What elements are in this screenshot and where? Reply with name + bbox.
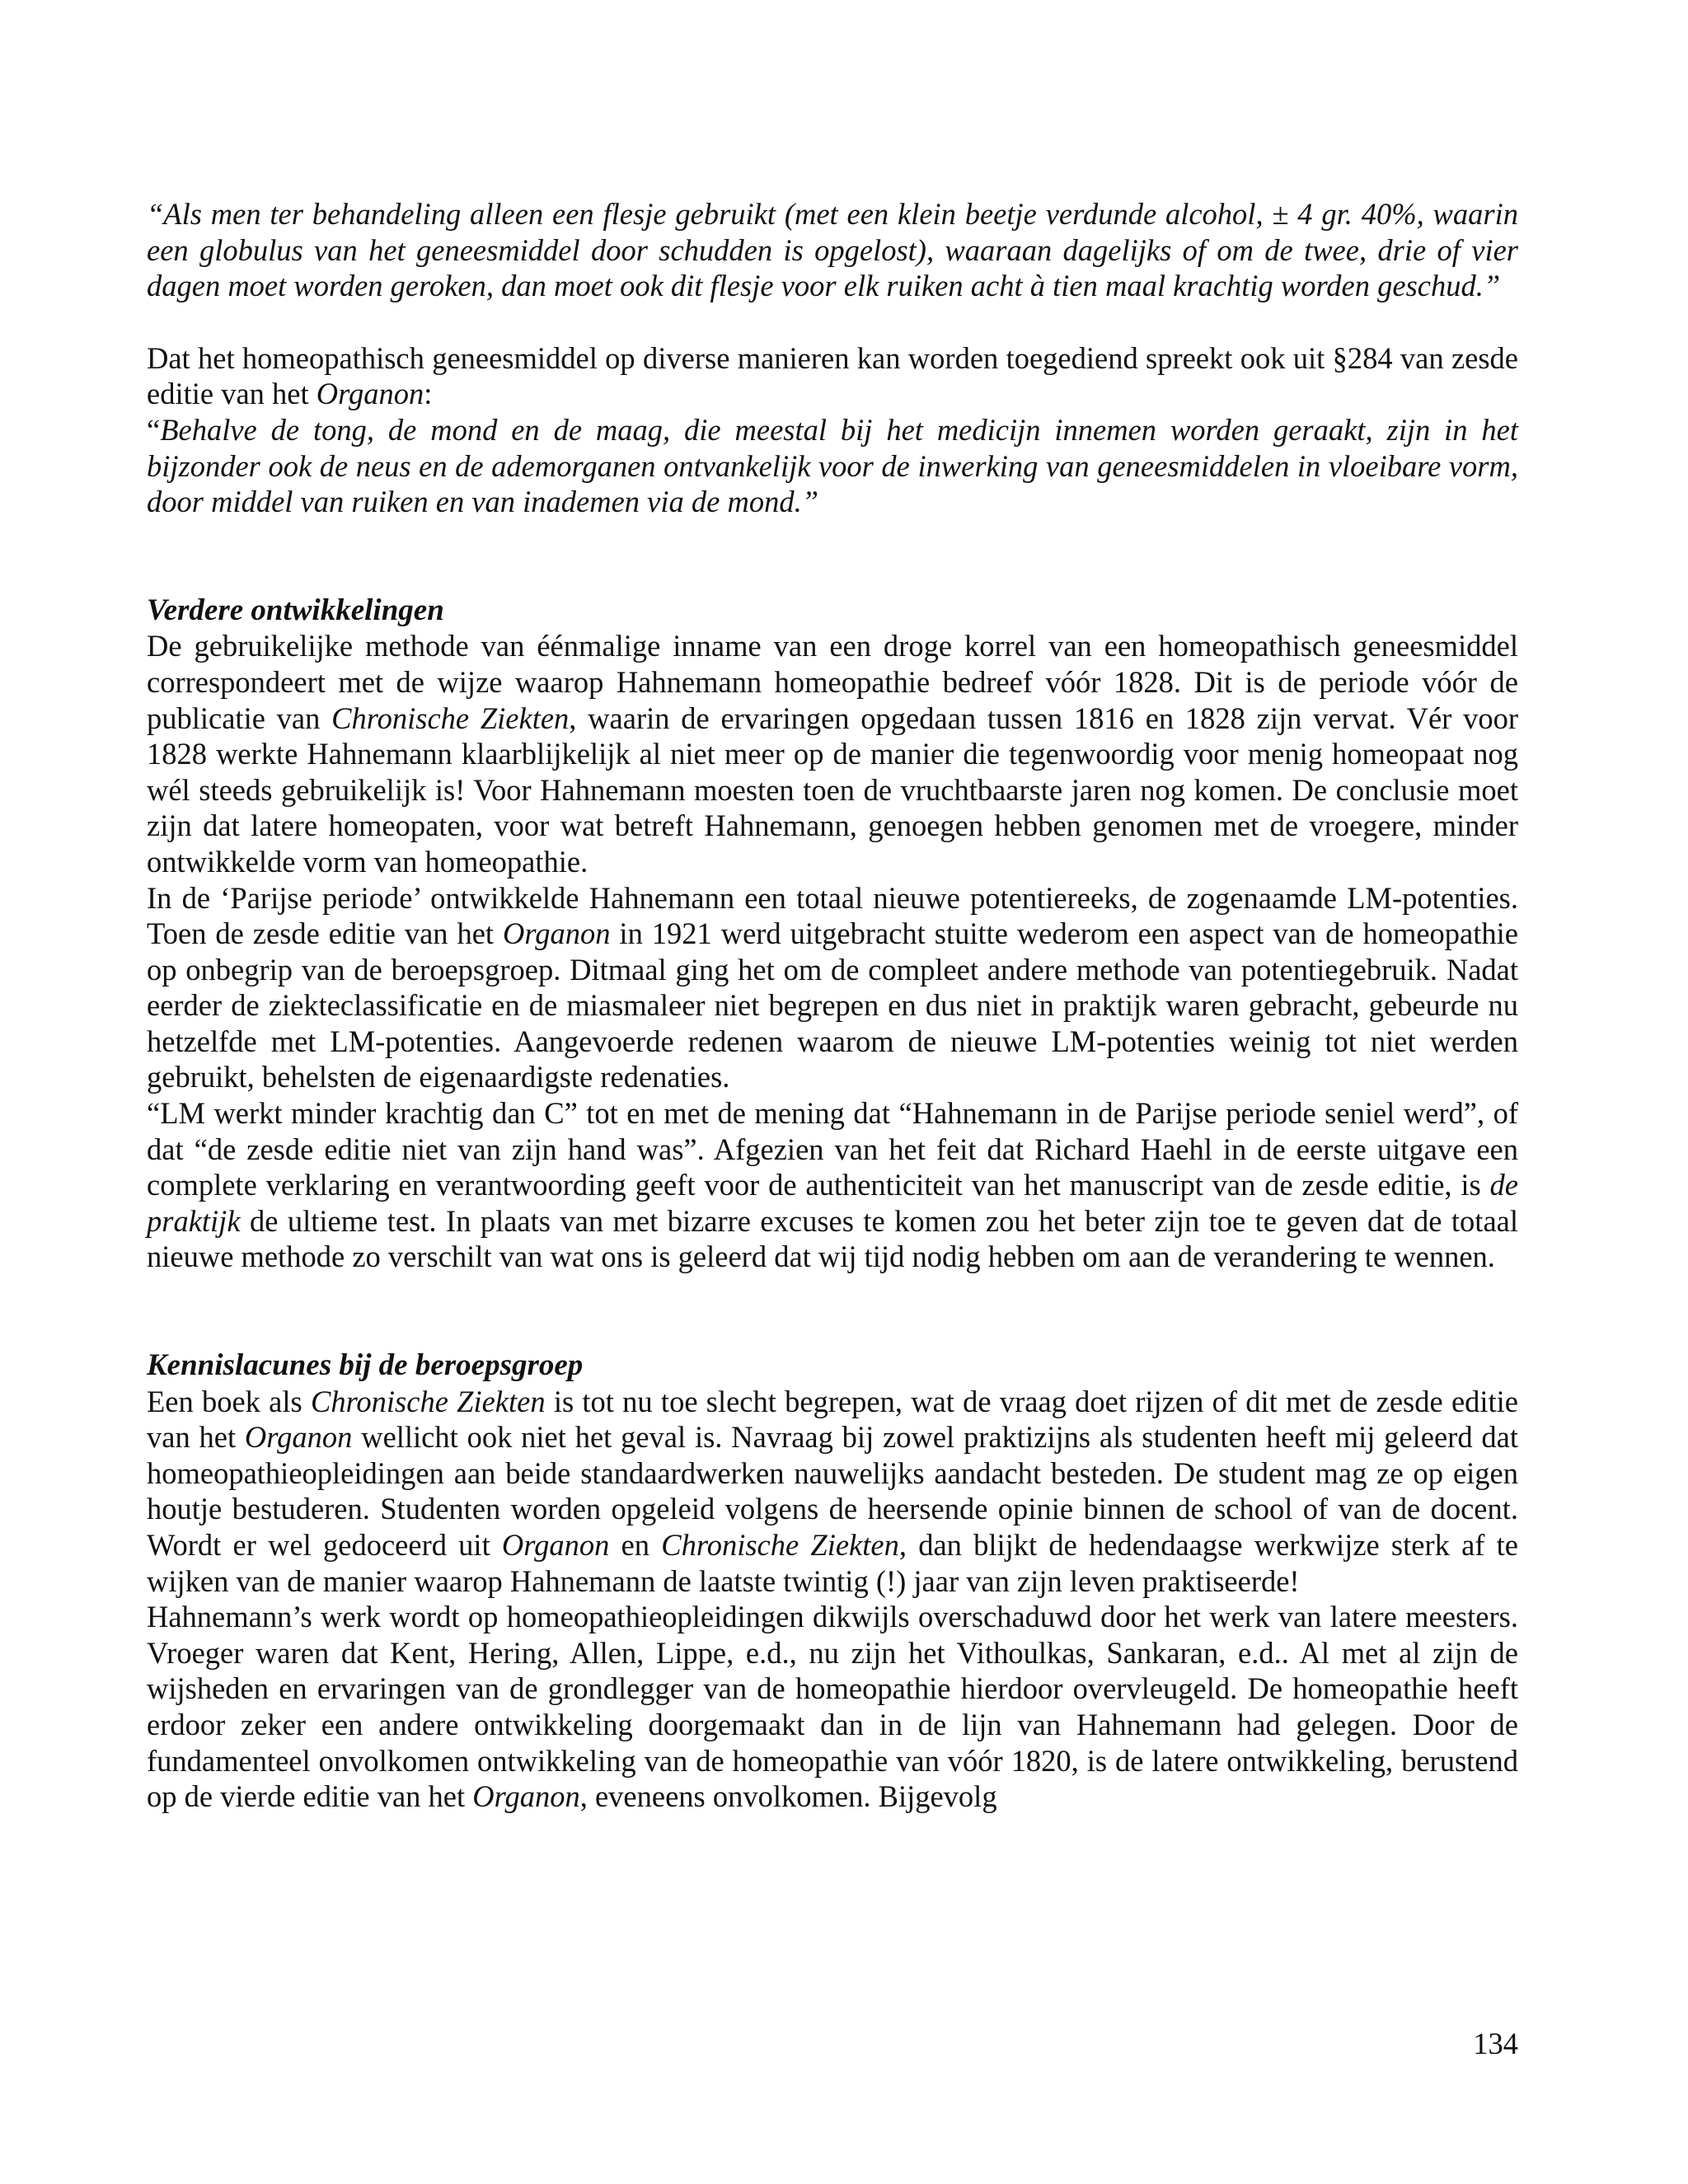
paragraph-text: en [609,1528,662,1562]
italic-title: Organon [472,1779,580,1814]
paragraph-text: Een boek als [147,1384,311,1418]
section2-paragraph-1 [147,1384,1518,1600]
quote-paragraph-1: “Als men ter behandeling alleen een flesje gebruikt (met een klein beetje verdunde alcohol, ± 4 gr. 40%, waarin een globulus van het geneesmiddel door schudden is opgelost), waaraan dagelijks of om de twee, drie of vier dagen moet worden geroken, dan moet ook dit flesje voor elk ruiken acht à tien maal krachtig worden geschud.” [147,197,1518,303]
paragraph-text: de ultieme test. In plaats van met bizarre excuses te komen zou het beter zijn toe te geven dat de totaal nieuwe methode zo verschilt van wat ons is geleerd dat wij tijd nodig hebben om aan de verandering te wennen. [147,1203,1518,1274]
italic-title: Organon [501,1528,610,1562]
paragraph-text: , dan blijkt de hedendaagse werkwijze sterk af te wijken van de manier waarop Hahnemann de laatste twintig (!) jaar van zijn leven praktiseerde! [147,1528,1518,1598]
paragraph-text: : [424,377,433,411]
italic-phrase: de praktijk [147,1168,1518,1238]
italic-title: Organon [503,916,611,951]
paragraph-text: Dat het homeopathisch geneesmiddel op diverse manieren kan worden toegediend spreekt ook uit §284 van zesde editie van het [147,340,1518,411]
quote-paragraph-2 [147,412,1518,520]
paragraph-organon-284 [147,340,1518,412]
paragraph-text: is tot nu toe slecht begrepen, wat de vraag doet rijzen of dit met de zesde editie van het [147,1384,1519,1455]
paragraph-text: , eveneens onvolkomen. Bijgevolg [579,1779,997,1814]
paragraph-text: De gebruikelijke methode van éénmalige inname van een droge korrel van een homeopathisch geneesmiddel correspondeert met de wijze waarop Hahnemann homeopathie bedreef vóór 1828. Dit is de periode vóór de publicatie van [147,629,1518,735]
section-heading-verdere-ontwikkelingen: Verdere ontwikkelingen [147,593,444,627]
italic-title: Chronische Ziekten [310,1384,546,1418]
section-heading-kennislacunes: Kennislacunes bij de beroepsgroep [147,1348,584,1383]
section1-paragraph-1 [147,628,1518,879]
section1-paragraph-2 [147,880,1518,1096]
page-number: 134 [1473,2027,1518,2060]
paragraph-text: In de ‘Parijse periode’ ontwikkelde Hahnemann een totaal nieuwe potentiereeks, de zogenaamde LM-potenties. Toen de zesde editie van het [147,880,1518,951]
page-body [147,196,1518,1815]
quote-text: Behalve de tong, de mond en de maag, die meestal bij het medicijn innemen worden geraakt, zijn in het bijzonder ook de neus en de ademorganen ontvankelijk voor de inwerking van geneesmiddelen in vloeibare vorm, door middel van ruiken en van inademen via de mond.” [147,412,1518,519]
paragraph-text: “LM werkt minder krachtig dan C” tot en met de mening dat “Hahnemann in de Parijse periode seniel werd”, of dat “de zesde editie niet van zijn hand was”. Afgezien van het feit dat Richard Haehl in de eerste uitgave een complete verklaring en verantwoording geeft voor de authenticiteit van het manuscript van de zesde editie, is [147,1096,1518,1202]
quote-open-mark: “ [147,412,161,447]
italic-title: Organon [316,377,424,411]
paragraph-text: , waarin de ervaringen opgedaan tussen 1816 en 1828 zijn vervat. Vér voor 1828 werkte Hahnemann klaarblijkelijk al niet meer op de manier die tegenwoordig voor menig homeopaat nog wél steeds gebruikelijk is! Voor Hahnemann moesten toen de vruchtbaarste jaren nog komen. De conclusie moet zijn dat latere homeopaten, voor wat betreft Hahnemann, genoegen hebben genomen met de vroegere, minder ontwikkelde vorm van homeopathie. [147,701,1518,879]
italic-title: Chronische Ziekten [331,701,570,735]
paragraph-text: Hahnemann’s werk wordt op homeopathieopleidingen dikwijls overschaduwd door het werk van latere meesters. Vroeger waren dat Kent, Hering, Allen, Lippe, e.d., nu zijn het Vithoulkas, Sankaran, e.d.. Al met al zijn de wijsheden en ervaringen van de grondlegger van de homeopathie hierdoor overvleugeld. De homeopathie heeft erdoor zeker een andere ontwikkeling doorgemaakt dan in de lijn van Hahnemann had gelegen. Door de fundamenteel onvolkomen ontwikkeling van de homeopathie van vóór 1820, is de latere ontwikkeling, berustend op de vierde editie van het [147,1600,1518,1814]
paragraph-text: in 1921 werd uitgebracht stuitte wederom een aspect van de homeopathie op onbegrip van de beroepsgroep. Ditmaal ging het om de compleet andere methode van potentiegebruik. Nadat eerder de ziekteclassificatie en de miasmaleer niet begrepen en dus niet in praktijk waren gebracht, gebeurde nu hetzelfde met LM-potenties. Aangevoerde redenen waarom de nieuwe LM-potenties weinig tot niet werden gebruikt, behelsten de eigenaardigste redenaties. [147,916,1518,1094]
paragraph-text: wellicht ook niet het geval is. Navraag bij zowel praktizijns als studenten heeft mij geleerd dat homeopathieopleidingen aan beide standaardwerken nauwelijks aandacht besteden. De student mag ze op eigen houtje bestuderen. Studenten worden opgeleid volgens de heersende opinie binnen de school of van de docent. Wordt er wel gedoceerd uit [147,1420,1518,1562]
italic-title: Chronische Ziekten [661,1528,899,1562]
section1-paragraph-3 [147,1095,1518,1275]
italic-title: Organon [244,1420,353,1455]
section2-paragraph-2 [147,1599,1518,1815]
